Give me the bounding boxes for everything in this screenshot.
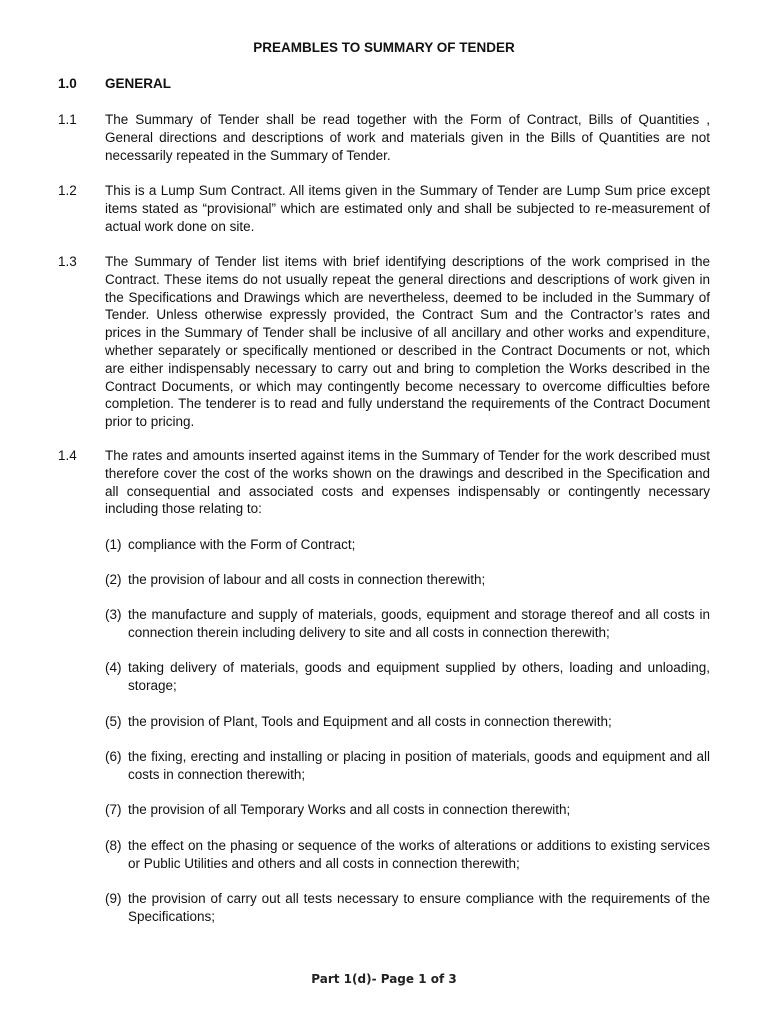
list-item-text: the provision of carry out all tests necessary to ensure compliance with the requirements of the Specifications; (128, 891, 710, 924)
list-item-text: the manufacture and supply of materials, goods, equipment and storage thereof and all costs in connection therein including delivery to site and all costs in connection therewith; (128, 607, 710, 640)
list-item-7 (105, 801, 710, 819)
list-item-1 (105, 536, 710, 554)
list-item-number: (5) (105, 714, 122, 729)
paragraph-number: 1.1 (58, 112, 77, 127)
list-item-number: (6) (105, 749, 122, 764)
paragraph-text: The Summary of Tender list items with brief identifying descriptions of the work comprised in the Contract. These items do not usually repeat the general directions and descriptions of work given in the Specifications and Drawings which are nevertheless, deemed to be included in the Summary of Tender. Unless otherwise expressly provided, the Contract Sum and the Contractor’s rates and prices in the Summary of Tender shall be inclusive of all ancillary and other works and expenditure, whether separately or specifically mentioned or described in the Contract Documents or not, which are either indispensably necessary to carry out and bring to completion the Works described in the Contract Documents, or which may contingently become necessary to overcome difficulties before completion. The tenderer is to read and fully understand the requirements of the Contract Document prior to pricing. (105, 254, 710, 430)
list-item-text: the provision of Plant, Tools and Equipment and all costs in connection therewith; (128, 714, 612, 729)
paragraph-number: 1.2 (58, 183, 77, 198)
list-item-9 (105, 890, 710, 926)
paragraph-number: 1.3 (58, 254, 77, 269)
paragraph-1-4 (58, 447, 710, 518)
section-heading (58, 76, 171, 91)
list-item-8 (105, 837, 710, 873)
list-item-number: (7) (105, 802, 122, 817)
list-item-2 (105, 571, 710, 589)
section-number: 1.0 (58, 76, 77, 91)
list-item-6 (105, 748, 710, 784)
list-item-4 (105, 659, 710, 695)
list-item-5 (105, 713, 710, 731)
list-item-text: compliance with the Form of Contract; (128, 537, 356, 552)
section-title: GENERAL (105, 76, 172, 91)
list-item-number: (8) (105, 838, 122, 853)
paragraph-1-1 (58, 111, 710, 164)
list-item-text: the effect on the phasing or sequence of the works of alterations or additions to existing services or Public Utilities and others and all costs in connection therewith; (128, 838, 710, 871)
list-item-text: taking delivery of materials, goods and equipment supplied by others, loading and unloading, storage; (128, 660, 710, 693)
list-item-number: (1) (105, 537, 122, 552)
paragraph-1-2 (58, 182, 710, 235)
list-item-text: the fixing, erecting and installing or placing in position of materials, goods and equipment and all costs in connection therewith; (128, 749, 710, 782)
document-title: PREAMBLES TO SUMMARY OF TENDER (253, 40, 515, 55)
list-item-3 (105, 606, 710, 642)
paragraph-text: This is a Lump Sum Contract. All items given in the Summary of Tender are Lump Sum price except items stated as “provisional” which are estimated only and shall be subjected to re-measurement of actual work done on site. (105, 183, 710, 234)
list-item-text: the provision of all Temporary Works and all costs in connection therewith; (128, 802, 571, 817)
list-item-text: the provision of labour and all costs in connection therewith; (128, 572, 486, 587)
page-footer: Part 1(d)- Page 1 of 3 (311, 972, 457, 986)
paragraph-number: 1.4 (58, 448, 77, 463)
paragraph-text: The Summary of Tender shall be read together with the Form of Contract, Bills of Quantities , General directions and descriptions of work and materials given in the Bills of Quantities are not necessarily repeated in the Summary of Tender. (105, 112, 710, 163)
paragraph-text: The rates and amounts inserted against items in the Summary of Tender for the work described must therefore cover the cost of the works shown on the drawings and described in the Specification and all consequential and associated costs and expenses indispensably or contingently necessary including those relating to: (105, 448, 710, 517)
list-item-number: (4) (105, 660, 122, 675)
paragraph-1-3 (58, 253, 710, 431)
list-item-number: (9) (105, 891, 122, 906)
list-item-number: (3) (105, 607, 122, 622)
list-item-number: (2) (105, 572, 122, 587)
